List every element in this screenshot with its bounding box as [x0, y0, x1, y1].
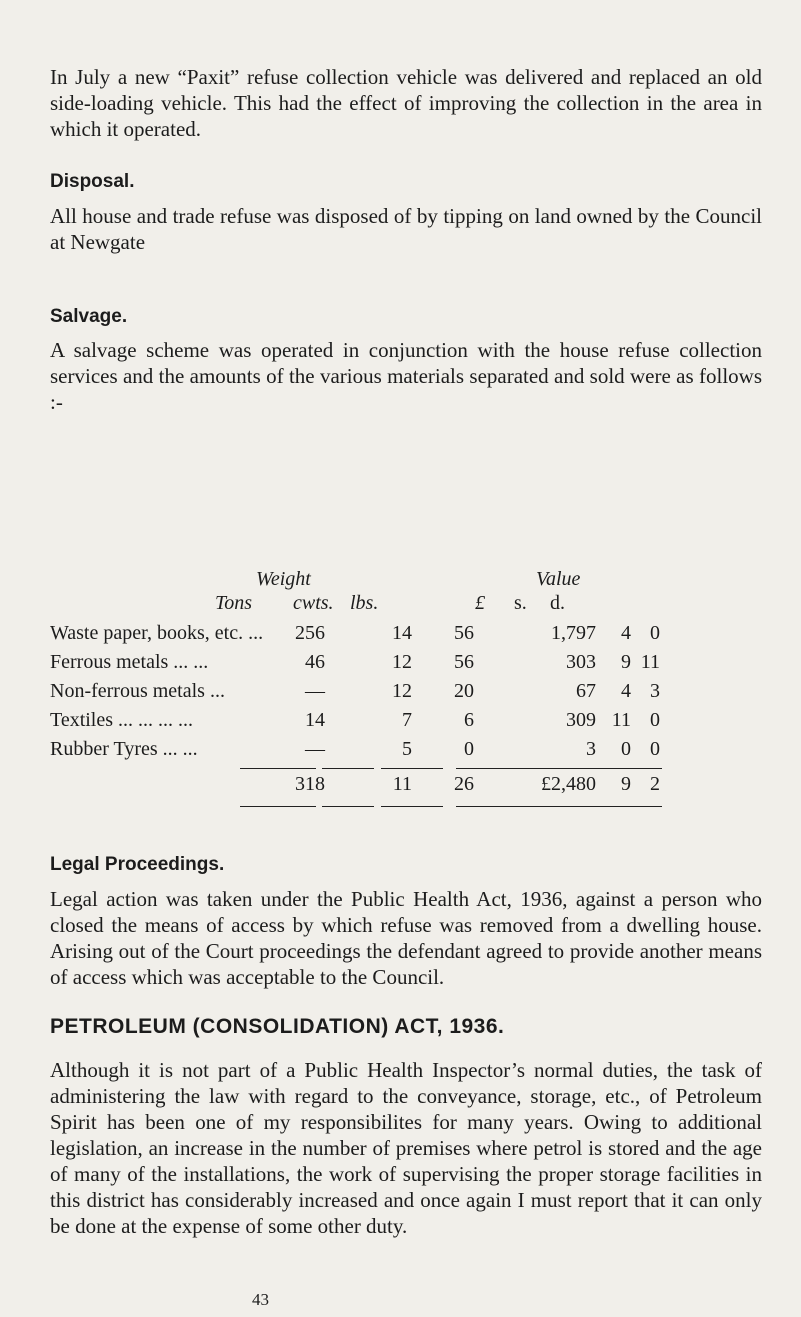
subtotal-rule-lbs [381, 768, 443, 769]
total-shillings: 9 [621, 773, 631, 795]
table-row [50, 738, 770, 764]
legal-heading: Legal Proceedings. [50, 854, 225, 875]
row-pence: 0 [650, 738, 660, 760]
row-label: Ferrous metals ... ... [50, 651, 209, 673]
row-pence: 11 [640, 651, 660, 673]
row-lbs: 56 [454, 651, 474, 673]
legal-paragraph: Legal action was taken under the Public Health Act, 1936, against a person who closed the means of access by which refuse was removed from a dwelling house. Arising out of the Court proceedings the defendant agreed to provide another means of access which was acceptable to the Council. [50, 887, 762, 989]
intro-paragraph: In July a new “Paxit” refuse collection vehicle was delivered and replaced an old side-loading vehicle. This had the effect of improving the collection in the area in which it operated. [50, 65, 762, 141]
table-row [50, 622, 770, 648]
total-rule-value [456, 806, 662, 807]
col-pounds-header: £ [475, 592, 485, 614]
row-shillings: 11 [611, 709, 631, 731]
total-lbs: 26 [454, 773, 474, 795]
table-column-header [50, 592, 770, 618]
subtotal-rule-cwts [322, 768, 374, 769]
row-pounds: 1,797 [551, 622, 596, 644]
row-cwts: 5 [402, 738, 412, 760]
subtotal-rule-value [456, 768, 662, 769]
row-cwts: 14 [392, 622, 412, 644]
table-total-row [50, 773, 770, 799]
total-rule-lbs [381, 806, 443, 807]
salvage-heading: Salvage. [50, 306, 128, 327]
row-shillings: 4 [621, 680, 631, 702]
col-tons-header: Tons [215, 592, 253, 614]
row-pounds: 309 [566, 709, 596, 731]
table-row [50, 680, 770, 706]
col-cwts-header: cwts. [293, 592, 334, 614]
total-rule-cwts [322, 806, 374, 807]
total-cwts: 11 [392, 773, 412, 795]
petroleum-paragraph: Although it is not part of a Public Health Inspector’s normal duties, the task of administering the law with regard to the conveyance, storage, etc., of Petroleum Spirit has been one of my responsibilites for many years. Owing to additional legislation, an increase in the number of premises where petrol is stored and the age of many of the installations, the work of supervising the proper storage facilities in this district has considerably increased and once again I must report that it can only be done at the expense of some other duty. [50, 1058, 762, 1238]
row-shillings: 9 [621, 651, 631, 673]
col-lbs-header: lbs. [350, 592, 379, 614]
row-shillings: 0 [621, 738, 631, 760]
row-tons: 46 [305, 651, 325, 673]
table-row [50, 651, 770, 677]
row-pounds: 3 [586, 738, 596, 760]
salvage-paragraph: A salvage scheme was operated in conjunction with the house refuse collection services and the amounts of the various materials separated and sold were as follows :- [50, 338, 762, 414]
col-shillings-header: s. [514, 592, 527, 614]
row-pence: 0 [650, 622, 660, 644]
row-lbs: 0 [464, 738, 474, 760]
row-label: Rubber Tyres ... ... [50, 738, 198, 760]
subtotal-rule-tons [240, 768, 316, 769]
row-cwts: 12 [392, 651, 412, 673]
disposal-paragraph: All house and trade refuse was disposed of by tipping on land owned by the Council at Newgate [50, 204, 762, 254]
row-lbs: 20 [454, 680, 474, 702]
row-label: Textiles ... ... ... ... [50, 709, 194, 731]
total-pounds: £2,480 [541, 773, 596, 795]
row-shillings: 4 [621, 622, 631, 644]
row-pence: 3 [650, 680, 660, 702]
group-weight-label: Weight [256, 568, 311, 590]
row-tons: — [305, 680, 325, 702]
row-pounds: 67 [576, 680, 596, 702]
row-tons: 256 [295, 622, 325, 644]
row-pence: 0 [650, 709, 660, 731]
total-rule-tons [240, 806, 316, 807]
page-number: 43 [252, 1290, 269, 1309]
petroleum-heading: PETROLEUM (CONSOLIDATION) ACT, 1936. [50, 1015, 505, 1038]
table-group-header [50, 568, 770, 594]
row-label: Waste paper, books, etc. ... [50, 622, 264, 644]
row-pounds: 303 [566, 651, 596, 673]
row-lbs: 56 [454, 622, 474, 644]
table-row [50, 709, 770, 735]
row-cwts: 7 [402, 709, 412, 731]
total-pence: 2 [650, 773, 660, 795]
group-value-label: Value [536, 568, 581, 590]
row-lbs: 6 [464, 709, 474, 731]
row-label: Non-ferrous metals ... [50, 680, 225, 702]
row-cwts: 12 [392, 680, 412, 702]
total-tons: 318 [295, 773, 325, 795]
row-tons: — [305, 738, 325, 760]
col-pence-header: d. [550, 592, 565, 614]
row-tons: 14 [305, 709, 325, 731]
disposal-heading: Disposal. [50, 171, 135, 192]
